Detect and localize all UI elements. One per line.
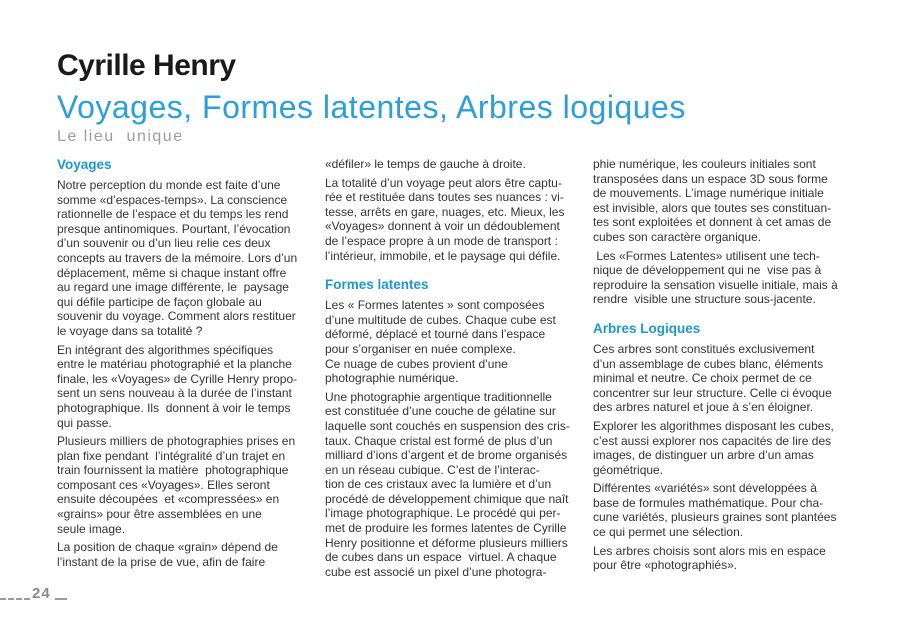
artist-name: Cyrille Henry [57, 49, 236, 82]
page-number: 24 [32, 585, 51, 602]
paragraph: La totalité d’un voyage peut alors être captu- rée et restituée dans toutes ses nuances : vi- tesse, arrêts en gare, nuages, etc. Mieux, les «Voyages» donnent à voir un dédoublement de l’espace propre à un mode de transport : l’intérieur, immobile, et le paysage qui défile. [325, 175, 565, 263]
paragraph: Notre perception du monde est faite d’une somme «d’espaces-temps». La conscience rationnelle de l’espace et du temps les rend presque antinomiques. Pourtant, l’évocation d’un souvenir ou d’un lieu relie ces deux concepts au travers de la mémoire. Lors d’un déplacement, même si chaque instant offre au regard une image différente, le paysage qui défile participe de façon globale au souvenir du voyage. Comment alors restituer le voyage dans sa totalité ? [57, 178, 298, 338]
section-heading-formes-latentes: Formes latentes [325, 277, 429, 293]
paragraph: phie numérique, les couleurs initiales sont transposées dans un espace 3D sous forme de mouvements. L’image numérique initiale est invisible, alors que toutes ses constituan- tes sont exploitées et donnent à cet amas de cubes son caractère organique. [593, 157, 832, 244]
venue-subtitle: Le lieu unique [57, 128, 184, 145]
page-header [57, 50, 686, 146]
paragraph: Différentes «variétés» sont développées à base de formules mathématique. Pour cha- cune variétés, plusieurs graines sont plantées ce qui permet une sélection. [593, 481, 837, 540]
paragraph: Les arbres choisis sont alors mis en espace pour être «photographiés». [593, 543, 826, 573]
margin-dash-mark [0, 598, 30, 600]
section-heading-arbres-logiques: Arbres Logiques [593, 320, 701, 336]
column-1 [57, 157, 310, 583]
column-2 [325, 157, 578, 583]
page-footer [0, 586, 67, 601]
column-3 [593, 157, 846, 583]
paragraph: Les « Formes latentes » sont composées d’une multitude de cubes. Chaque cube est déformé, déplacé et tourné dans l’espace pour s’organiser en nuée complexe. Ce nuage de cubes provient d’une photographie numérique. [325, 298, 556, 386]
section-heading-voyages: Voyages [57, 157, 112, 172]
paragraph: «défiler» le temps de gauche à droite. [325, 157, 526, 171]
paragraph: Une photographie argentique traditionnelle est constituée d’une couche de gélatine sur laquelle sont couchés en suspension des cris- taux. Chaque cristal est formé de plus d’un milliard d’ions d’argent et de brome organisés en un réseau cubique. C’est de l’interac- tion de ces cristaux avec la lumière et d’un procédé de développement chimique que naît l’image photographique. Le procédé qui per- met de produire les formes latentes de Cyrille Henry positionne et déforme plusieurs milliers de cubes dans un espace virtuel. A chaque cube est associé un pixel d’une photogra- [325, 389, 570, 579]
paragraph: Ces arbres sont constitués exclusivement d’un assemblage de cubes blanc, éléments minimal et neutre. Ce choix permet de ce concentrer sur leur structure. Celle ci évoque des arbres naturel et joue à s’en éloigner. [593, 341, 832, 415]
paragraph: Explorer les algorithmes disposant les cubes, c’est aussi explorer nos capacités de lire des images, de distinguer un arbre d’un amas géométrique. [593, 418, 834, 477]
paragraph: La position de chaque «grain» dépend de l’instant de la prise de vue, afin de faire [57, 540, 278, 569]
paragraph: En intégrant des algorithmes spécifiques entre le matériau photographié et la planche finale, les «Voyages» de Cyrille Henry propo- sent un sens nouveau à la durée de l’instant photographique. Ils donnent à voir le temps qui passe. [57, 342, 298, 430]
page-title: Voyages, Formes latentes, Arbres logiques [57, 89, 686, 125]
paragraph: Plusieurs milliers de photographies prises en plan fixe pendant l’intégralité d’un trajet en train fournissent la matière photographique composant ces «Voyages». Elles seront ensuite découpées et «compressées» en «grains» pour être assemblées en une seule image. [57, 434, 296, 536]
text-columns [57, 157, 846, 583]
margin-dash-mark [55, 598, 67, 600]
paragraph: Les «Formes Latentes» utilisent une tech- nique de développement qui ne vise pas à reproduire la sensation visuelle initiale, mais à rendre visible une structure sous-jacente. [593, 248, 838, 307]
